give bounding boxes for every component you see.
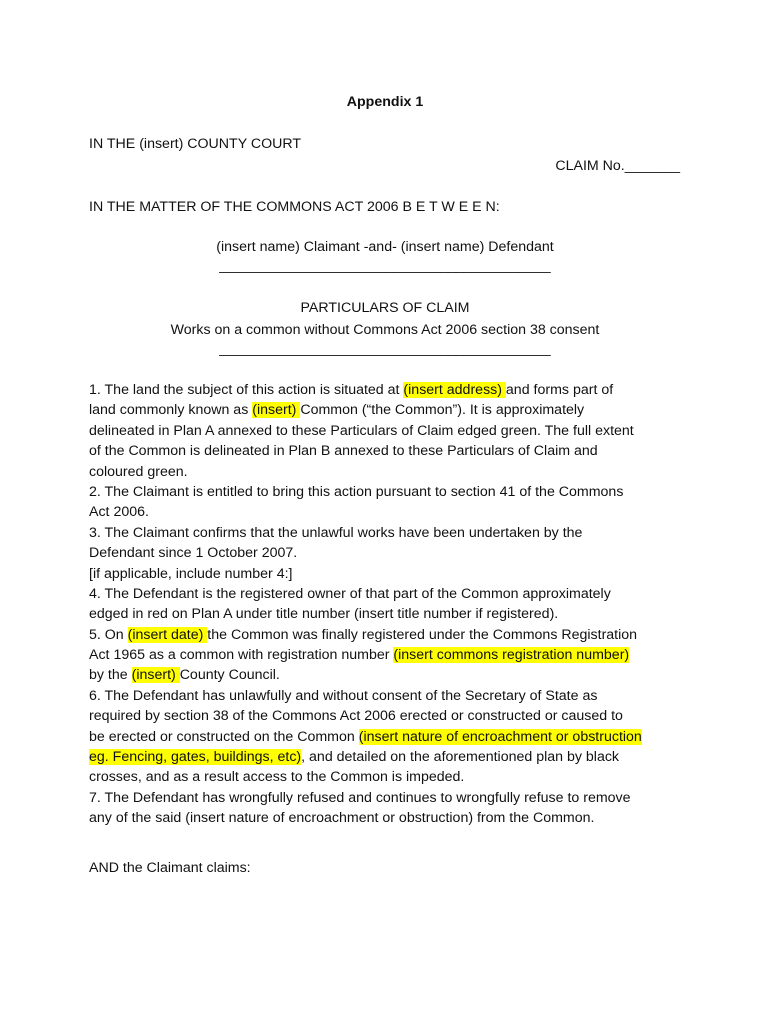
body-line: Act 2006. — [89, 504, 149, 521]
body-line: of the Common is delineated in Plan B annexed to these Particulars of Claim and — [89, 443, 598, 460]
text-run: Common (“the Common”). It is approximately — [300, 402, 585, 419]
body-line: [if applicable, include number 4:] — [89, 565, 293, 582]
text-run: and forms part of — [505, 382, 614, 398]
text-run: land commonly known as — [89, 402, 253, 419]
text-run: , and detailed on the aforementioned plan by black — [301, 749, 620, 766]
separator-rule-bottom: __________________________________________ — [219, 341, 551, 357]
body-line: 3. The Claimant confirms that the unlawful works have been undertaken by the — [89, 524, 583, 541]
text-run: 5. On — [89, 626, 128, 643]
body-line: 7. The Defendant has wrongfully refused and continues to wrongfully refuse to remove — [89, 789, 631, 806]
body-line: 6. The Defendant has unlawfully and without consent of the Secretary of State as — [89, 687, 598, 704]
highlight-placeholder: (insert commons registration number) — [393, 647, 630, 664]
parties-line: (insert name) Claimant -and- (insert name) Defendant — [216, 239, 554, 255]
body-line — [89, 645, 689, 665]
document-title: Appendix 1 — [346, 94, 424, 110]
matter-heading: IN THE MATTER OF THE COMMONS ACT 2006 B E T W E E N: — [89, 199, 500, 215]
highlight-placeholder: (insert address) — [403, 382, 506, 398]
particulars-title: PARTICULARS OF CLAIM — [300, 300, 470, 316]
body-line: edged in red on Plan A under title number (insert title number if registered). — [89, 606, 559, 623]
body-line — [89, 665, 689, 685]
text-run: by the — [89, 667, 132, 684]
highlight-placeholder: (insert date) — [127, 626, 208, 643]
body-line: Defendant since 1 October 2007. — [89, 545, 298, 562]
highlight-placeholder: (insert) — [252, 402, 301, 419]
text-run: Act 1965 as a common with registration number — [89, 647, 394, 664]
body-line — [89, 747, 689, 767]
text-run: County Council. — [179, 667, 280, 684]
highlight-placeholder: (insert) — [131, 667, 180, 684]
body-line: any of the said (insert nature of encroachment or obstruction) from the Common. — [89, 810, 595, 827]
body-line — [89, 727, 689, 747]
particulars-subtitle: Works on a common without Commons Act 2006 section 38 consent — [170, 322, 600, 338]
text-run: 1. The land the subject of this action is situated at — [89, 382, 404, 398]
body-line: coloured green. — [89, 463, 188, 480]
separator-rule-top: __________________________________________ — [219, 258, 551, 274]
particulars-body — [89, 380, 689, 829]
text-run: the Common was finally registered under the Commons Registration — [207, 626, 638, 643]
body-line: 2. The Claimant is entitled to bring this action pursuant to section 41 of the Commons — [89, 483, 624, 500]
text-run: be erected or constructed on the Common — [89, 728, 359, 745]
claims-heading: AND the Claimant claims: — [89, 860, 251, 876]
body-line: crosses, and as a result access to the Common is impeded. — [89, 769, 465, 786]
body-line: required by section 38 of the Commons Act 2006 erected or constructed or caused to — [89, 708, 623, 725]
body-line — [89, 625, 689, 645]
claim-number: CLAIM No._______ — [555, 158, 680, 174]
court-heading: IN THE (insert) COUNTY COURT — [89, 136, 302, 152]
body-line — [89, 400, 689, 420]
body-line: delineated in Plan A annexed to these Particulars of Claim edged green. The full extent — [89, 422, 634, 439]
body-line — [89, 380, 689, 400]
highlight-placeholder: (insert nature of encroachment or obstruction — [358, 728, 642, 745]
body-line: 4. The Defendant is the registered owner of that part of the Common approximately — [89, 585, 611, 602]
highlight-placeholder: eg. Fencing, gates, buildings, etc) — [89, 749, 302, 766]
